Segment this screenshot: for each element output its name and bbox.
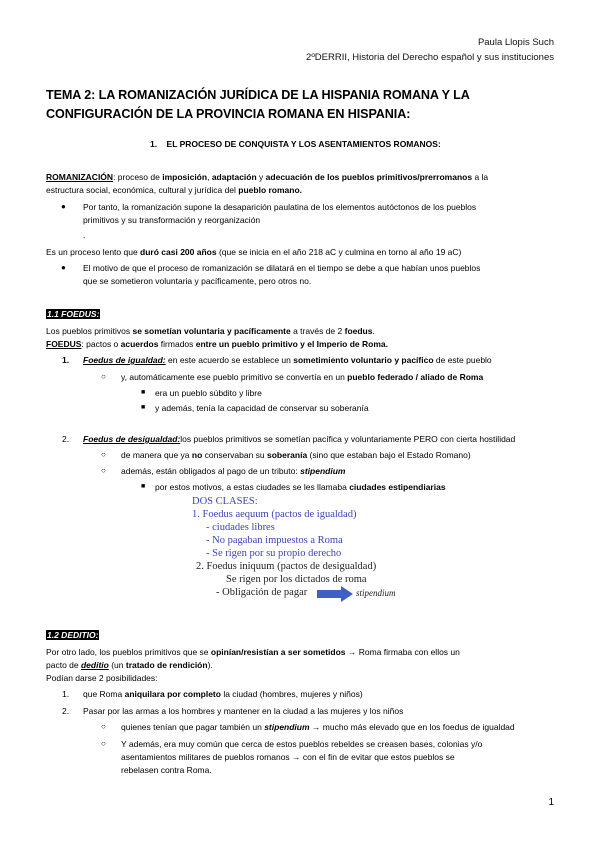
square-bullet-icon: ■	[141, 483, 146, 490]
foedus-igualdad-sub-3: y además, tenía la capacidad de conservar su soberanía	[155, 403, 369, 413]
text-span: conservaban su	[202, 450, 268, 460]
text-span: duró casi 200 años	[140, 247, 217, 257]
document-title: TEMA 2: LA ROMANIZACIÓN JURÍDICA DE LA HISPANIA ROMANA Y LA CONFIGURACIÓN DE LA PROVINCIA ROMANA EN HISPANIA:	[46, 88, 470, 121]
foedus-definition	[46, 339, 388, 350]
deditio-option-2-sub-2-line-1: Y además, era muy común que cerca de estos pueblos rebeldes se creasen bases, colonias y/o	[121, 739, 483, 749]
section-number: 1.	[150, 139, 158, 149]
text-span: además, están obligados al pago de un tributo:	[121, 466, 301, 476]
deditio-option-2-sub-1	[121, 722, 515, 733]
stray-dot: .	[83, 230, 86, 240]
foedus-igualdad-sub-1	[121, 372, 483, 383]
list-number: 2.	[62, 706, 70, 716]
text-span: Foedus de desigualdad:	[83, 434, 181, 444]
text-span: firmados	[158, 339, 196, 349]
text-span: y, automáticamente ese pueblo primitivo se convertía en un	[121, 372, 348, 382]
text-span: (sino que estaban bajo el Estado Romano)	[307, 450, 471, 460]
text-span: sometimiento voluntario y pacífico	[293, 355, 434, 365]
text-span: pacto de	[46, 660, 81, 670]
text-span: soberanía	[267, 450, 308, 460]
text-span: : pactos o	[81, 339, 121, 349]
text-span: aniquilara por completo	[124, 689, 221, 699]
text-span: Foedus de igualdad:	[83, 355, 166, 365]
page-number: 1	[548, 797, 554, 808]
text-span: no	[191, 450, 203, 460]
circle-bullet-icon: ○	[101, 722, 106, 731]
text-span: y	[256, 172, 266, 182]
foedus-intro	[46, 326, 375, 337]
deditio-option-2: Pasar por las armas a los hombres y mantener en la ciudad a las mujeres y los niños	[83, 706, 404, 716]
text-span: de manera que ya	[121, 450, 192, 460]
bullet-dot-icon: ●	[61, 202, 66, 211]
deditio-line-1	[46, 647, 460, 658]
list-number: 1.	[62, 355, 70, 365]
deditio-line-2	[46, 660, 213, 671]
figure-line-3: - ciudades libres	[206, 522, 275, 533]
text-span: stipendium	[300, 466, 346, 476]
figure-line-7: Se rigen por los dictados de roma	[226, 574, 367, 585]
romanizacion-bullet-2-line-1: El motivo de que el proceso de romanización se dilatará en el tiempo se debe a que habían unos pueblos	[83, 263, 481, 273]
foedus-desigualdad-sub-2	[121, 466, 345, 477]
text-span: : proceso de	[113, 172, 163, 182]
foedus-desigualdad-sub-1	[121, 450, 471, 461]
text-span: ).	[207, 660, 213, 670]
text-span: se sometían voluntaria y pacíficamente	[132, 326, 291, 336]
deditio-option-2-sub-2-line-3: rebelasen contra Roma.	[121, 765, 212, 775]
deditio-option-2-sub-2-line-2: asentamientos militares de pueblos romanos → con el fin de evitar que estos pueblos se	[121, 752, 455, 762]
square-bullet-icon: ■	[141, 404, 146, 411]
header-course: 2ºDERRII, Historia del Derecho español y sus instituciones	[306, 52, 554, 63]
text-span: (que se inicia en el año 218 aC y culmina en torno al año 19 aC)	[216, 247, 462, 257]
foedus-igualdad-line	[83, 355, 492, 366]
list-number: 1.	[62, 689, 70, 699]
figure-line-9: stipendium	[356, 588, 396, 598]
text-span: pueblo federado / aliado de Roma	[347, 372, 484, 382]
foedus-desigualdad-sub-3	[155, 482, 446, 493]
text-span: opinían/resistían a ser sometidos	[210, 647, 346, 657]
text-span: quienes tenían que pagar también un	[121, 722, 265, 732]
foedus-heading	[46, 309, 100, 320]
romanizacion-bullet-1-line-2: primitivos y su transformación y reorganización	[83, 215, 261, 225]
circle-bullet-icon: ○	[101, 450, 106, 459]
text-span: .	[372, 326, 375, 336]
circle-bullet-icon: ○	[101, 739, 106, 748]
text-span: Los pueblos primitivos	[46, 326, 133, 336]
text-span: tratado de rendición	[125, 660, 208, 670]
deditio-line-3: Podían darse 2 posibilidades:	[46, 673, 158, 683]
text-span: stipendium	[264, 722, 310, 732]
romanizacion-line-2	[46, 185, 302, 196]
text-span: → Roma firmaba con ellos un	[345, 647, 460, 657]
text-span: que Roma	[83, 689, 125, 699]
text-span: deditio	[80, 660, 109, 670]
duration-line	[46, 247, 461, 258]
text-span: estructura social, económica, cultural y jurídica del	[46, 185, 239, 195]
text-span: 1.2 DEDITIO:	[47, 630, 99, 640]
deditio-option-1	[83, 689, 363, 700]
header-author: Paula Llopis Such	[477, 37, 554, 48]
romanizacion-bullet-2-line-2: que se sometieron voluntaria y pacíficamente, pero otros no.	[83, 276, 312, 286]
text-span: → mucho más elevado que en los foedus de igualdad	[309, 722, 515, 732]
text-span: 1.1 FOEDUS:	[47, 309, 100, 319]
figure-line-4: - No pagaban impuestos a Roma	[206, 535, 343, 546]
section-title: EL PROCESO DE CONQUISTA Y LOS ASENTAMIENTOS ROMANOS:	[166, 139, 441, 149]
text-span: en este acuerdo se establece un	[165, 355, 294, 365]
text-span: a la	[472, 172, 489, 182]
deditio-heading	[46, 630, 99, 641]
figure-line-1: DOS CLASES:	[192, 496, 258, 507]
figure-line-6: 2. Foedus iniquum (pactos de desigualdad)	[196, 561, 377, 572]
text-span: a través de 2	[290, 326, 345, 336]
text-span: imposición	[162, 172, 208, 182]
circle-bullet-icon: ○	[101, 372, 106, 381]
text-span: los pueblos primitivos se sometían pacífica y voluntariamente PERO con cierta hostilidad	[180, 434, 516, 444]
text-span: ciudades estipendiarias	[349, 482, 446, 492]
text-span: de este pueblo	[433, 355, 492, 365]
romanizacion-term: ROMANIZACIÓN	[46, 172, 114, 182]
figure-line-2: 1. Foedus aequum (pactos de igualdad)	[192, 509, 357, 520]
foedus-classes-figure	[186, 496, 416, 608]
list-number: 2.	[62, 434, 70, 444]
circle-bullet-icon: ○	[101, 466, 106, 475]
section-heading	[150, 139, 441, 150]
romanizacion-bullet-1-line-1: Por tanto, la romanización supone la desaparición paulatina de los elementos autóctonos de los pueblos	[83, 202, 477, 212]
text-span: ,	[207, 172, 212, 182]
text-span: (un	[108, 660, 126, 670]
text-span: la ciudad (hombres, mujeres y niños)	[220, 689, 363, 699]
text-span: FOEDUS	[46, 339, 82, 349]
text-span: Es un proceso lento que	[46, 247, 141, 257]
figure-line-5: - Se rigen por su propio derecho	[206, 548, 342, 559]
square-bullet-icon: ■	[141, 389, 146, 396]
romanizacion-line-1	[46, 172, 488, 183]
text-span: por estos motivos, a estas ciudades se les llamaba	[155, 482, 350, 492]
text-span: acuerdos	[120, 339, 159, 349]
foedus-igualdad-sub-2: era un pueblo súbdito y libre	[155, 388, 262, 398]
text-span: foedus	[344, 326, 373, 336]
text-span: pueblo romano.	[238, 185, 303, 195]
text-span: entre un pueblo primitivo y el Imperio de Roma.	[195, 339, 388, 349]
text-span: Por otro lado, los pueblos primitivos que se	[46, 647, 211, 657]
figure-line-8: - Obligación de pagar	[216, 587, 308, 598]
bullet-dot-icon: ●	[61, 263, 66, 272]
foedus-desigualdad-line	[83, 434, 515, 445]
arrow-right-icon	[317, 586, 353, 602]
text-span: adecuación de los pueblos primitivos/prerromanos	[265, 172, 473, 182]
text-span: adaptación	[211, 172, 257, 182]
